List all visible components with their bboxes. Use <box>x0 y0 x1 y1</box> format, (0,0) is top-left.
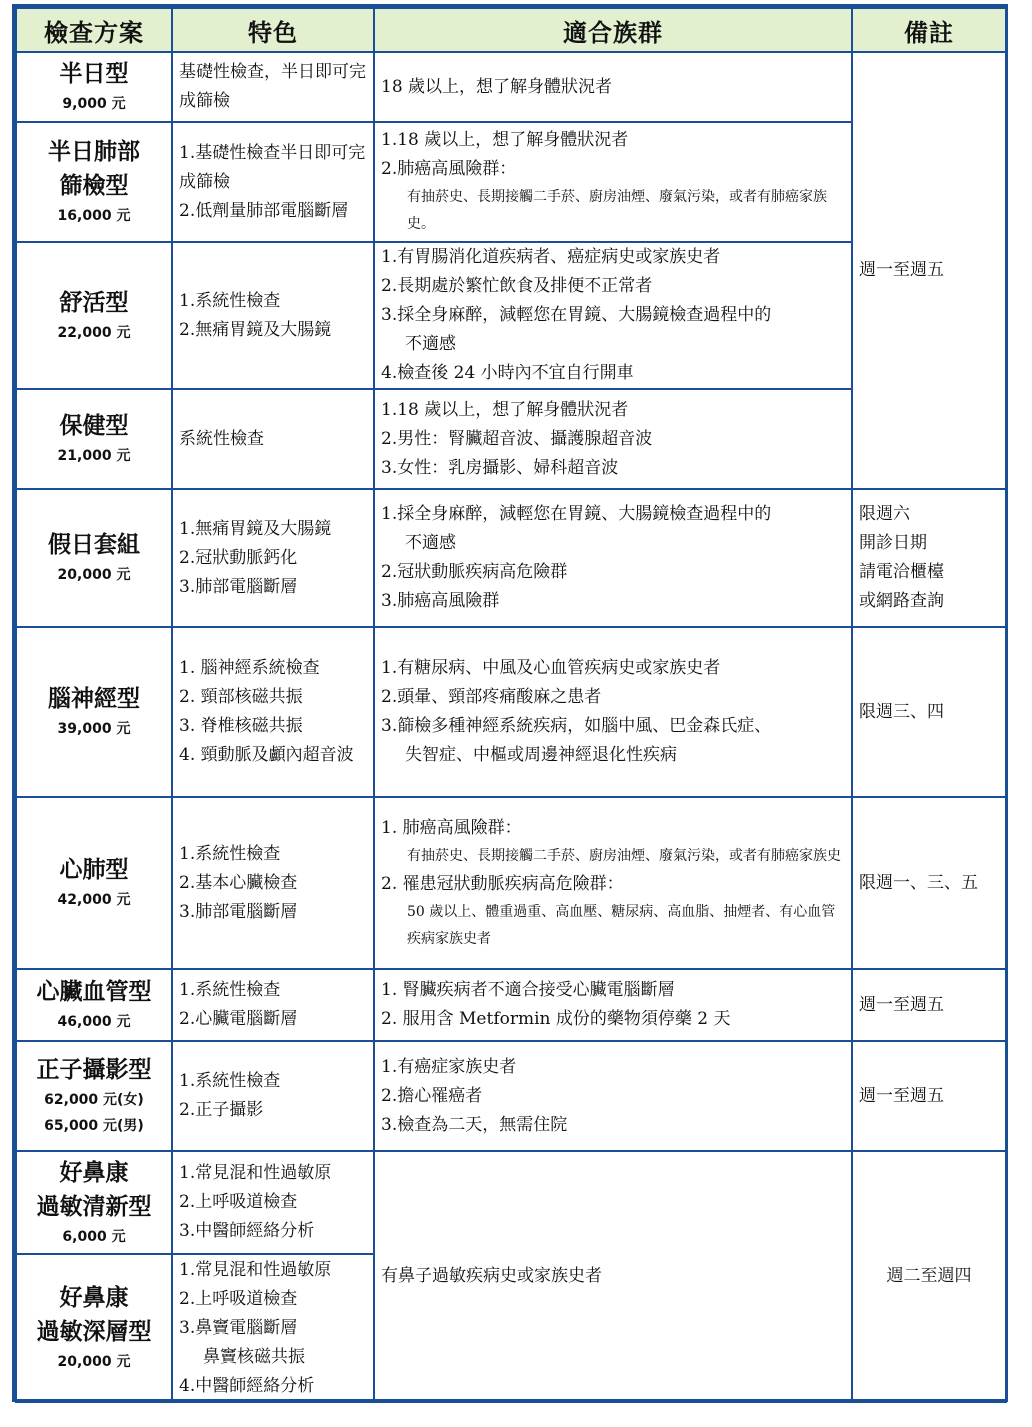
header-features: 特色 <box>172 8 374 52</box>
features-cell <box>172 1254 374 1402</box>
feature-item: 1.常見混和性過敏原 <box>179 1163 332 1183</box>
feature-item: 3.肺部電腦斷層 <box>179 576 298 597</box>
group-item: 2. 罹患冠狀動脈疾病高危險群： <box>381 873 624 894</box>
group-item: 4.檢查後 24 小時內不宜自行開車 <box>381 363 634 383</box>
feature-item: 2.無痛胃鏡及大腸鏡 <box>179 319 332 340</box>
plan-price: 6,000 元 <box>62 1228 126 1245</box>
plan-name-line: 好鼻康 <box>59 1284 129 1311</box>
features-cell <box>172 122 374 242</box>
remark-text: 開診日期 <box>859 533 927 553</box>
group-cell <box>374 627 852 797</box>
remark-text: 限週六 <box>859 504 910 524</box>
features-cell <box>172 52 374 122</box>
group-item: 1. 腎臟疾病者不適合接受心臟電腦斷層 <box>381 980 675 1000</box>
feature-item: 2.心臟電腦斷層 <box>179 1009 298 1029</box>
group-item: 失智症、中樞或周邊神經退化性疾病 <box>405 745 677 765</box>
plan-name-line: 半日肺部 <box>48 138 140 165</box>
feature-item: 1. 腦神經系統檢查 <box>179 658 320 678</box>
group-cell <box>374 1041 852 1151</box>
plan-cell <box>16 1151 172 1254</box>
group-item: 1.18 歲以上，想了解身體狀況者 <box>381 399 629 420</box>
group-item: 1.18 歲以上，想了解身體狀況者 <box>381 130 629 150</box>
feature-item: 4.中醫師經絡分析 <box>179 1375 315 1396</box>
feature-item: 1.系統性檢查 <box>179 1071 281 1091</box>
features-cell <box>172 797 374 969</box>
remark-cell <box>852 627 1006 797</box>
remark-text: 請電洽櫃檯 <box>859 562 944 582</box>
plan-name: 舒活型 <box>59 288 129 316</box>
table-row <box>16 489 1006 627</box>
features-cell <box>172 627 374 797</box>
plan-price: 42,000 元 <box>57 892 131 908</box>
group-item: 18 歲以上，想了解身體狀況者 <box>381 76 613 97</box>
feature-item: 2.正子攝影 <box>179 1100 264 1120</box>
plan-cell <box>16 242 172 389</box>
plan-name: 腦神經型 <box>48 685 140 712</box>
plan-name-line: 過敏深層型 <box>36 1318 152 1345</box>
feature-item: 2. 頸部核磁共振 <box>179 687 303 707</box>
group-item: 3.篩檢多種神經系統疾病，如腦中風、巴金森氏症、 <box>381 716 772 736</box>
group-cell <box>374 489 852 627</box>
remark-cell <box>852 52 1006 489</box>
group-item: 2.長期處於繁忙飲食及排便不正常者 <box>381 276 653 296</box>
plan-cell <box>16 389 172 489</box>
group-cell <box>374 242 852 389</box>
remark-text: 限週三、四 <box>859 701 944 722</box>
group-cell <box>374 122 852 242</box>
group-item: 2.肺癌高風險群： <box>381 159 517 179</box>
group-item: 2.頭暈、頸部疼痛酸麻之患者 <box>381 687 602 707</box>
plan-name-line: 好鼻康 <box>59 1158 129 1186</box>
plan-price: 20,000 元 <box>57 567 131 583</box>
remark-cell <box>852 797 1006 969</box>
feature-item: 1.系統性檢查 <box>179 980 281 1000</box>
plan-price: 65,000 元(男) <box>44 1118 144 1134</box>
feature-item: 1.常見混和性過敏原 <box>179 1259 332 1280</box>
plan-cell <box>16 1041 172 1151</box>
plan-cell <box>16 1254 172 1402</box>
group-item: 1. 肺癌高風險群： <box>381 817 522 838</box>
features-cell <box>172 969 374 1041</box>
group-item: 不適感 <box>405 533 456 553</box>
group-cell <box>374 797 852 969</box>
header-plan: 檢查方案 <box>16 8 172 52</box>
remark-text: 週一至週五 <box>859 260 944 280</box>
group-cell <box>374 389 852 489</box>
features-cell <box>172 1041 374 1151</box>
plan-cell <box>16 797 172 969</box>
remark-text: 限週一、三、五 <box>859 872 978 893</box>
feature-item: 2.上呼吸道檢查 <box>179 1192 298 1212</box>
feature-item: 系統性檢查 <box>179 428 264 449</box>
remark-text: 週二至週四 <box>886 1266 972 1286</box>
feature-item: 4. 頸動脈及顱內超音波 <box>179 745 354 765</box>
table-row <box>16 797 1006 969</box>
remark-text: 週一至週五 <box>859 994 944 1015</box>
remark-cell <box>852 1151 1006 1402</box>
plan-cell <box>16 122 172 242</box>
feature-item: 1.基礎性檢查半日即可完成篩檢 <box>179 142 366 192</box>
plan-price: 16,000 元 <box>57 208 131 224</box>
group-item: 1.有癌症家族史者 <box>381 1056 517 1077</box>
table-row <box>16 627 1006 797</box>
table-row <box>16 52 1006 122</box>
feature-item: 基礎性檢查，半日即可完成篩檢 <box>179 62 366 111</box>
feature-item: 2.冠狀動脈鈣化 <box>179 547 298 568</box>
plan-cell <box>16 627 172 797</box>
feature-item: 2.上呼吸道檢查 <box>179 1288 298 1309</box>
plan-name: 保健型 <box>59 412 129 439</box>
table-row <box>16 1041 1006 1151</box>
remark-text: 週一至週五 <box>859 1085 944 1106</box>
table-row <box>16 969 1006 1041</box>
plan-price: 21,000 元 <box>57 448 131 464</box>
group-item: 2.冠狀動脈疾病高危險群 <box>381 562 568 582</box>
features-cell <box>172 242 374 389</box>
features-cell <box>172 389 374 489</box>
group-sub-item: 有抽菸史、長期接觸二手菸、廚房油煙、廢氣污染，或者有肺癌家族史 <box>407 847 841 864</box>
plan-name: 假日套組 <box>48 531 140 558</box>
remark-cell <box>852 1041 1006 1151</box>
plan-price: 46,000 元 <box>57 1014 131 1030</box>
feature-item: 1.無痛胃鏡及大腸鏡 <box>179 518 332 539</box>
feature-item: 2.低劑量肺部電腦斷層 <box>179 200 349 221</box>
group-item: 3.女性：乳房攝影、婦科超音波 <box>381 457 619 478</box>
group-sub-item: 50 歲以上、體重過重、高血壓、糖尿病、高血脂、抽煙者、有心血管疾病家族史者 <box>407 903 836 947</box>
feature-item: 鼻竇核磁共振 <box>203 1346 305 1367</box>
plan-cell <box>16 52 172 122</box>
plan-cell <box>16 969 172 1041</box>
group-item: 1.有胃腸消化道疾病者、癌症病史或家族史者 <box>381 247 721 267</box>
header-remarks: 備註 <box>852 8 1006 52</box>
feature-item: 3. 脊椎核磁共振 <box>179 716 303 736</box>
group-item: 有鼻子過敏疾病史或家族史者 <box>381 1266 602 1286</box>
table-row <box>16 1151 1006 1254</box>
feature-item: 1.系統性檢查 <box>179 843 281 864</box>
checkup-plan-table <box>15 7 1007 1403</box>
feature-item: 1.系統性檢查 <box>179 290 281 311</box>
group-cell <box>374 969 852 1041</box>
plan-cell <box>16 489 172 627</box>
remark-cell <box>852 969 1006 1041</box>
plan-name: 半日型 <box>59 60 129 87</box>
group-item: 3.採全身麻醉，減輕您在胃鏡、大腸鏡檢查過程中的 <box>381 305 772 325</box>
group-cell <box>374 1151 852 1402</box>
plan-name: 心肺型 <box>59 856 129 883</box>
feature-item: 3.鼻竇電腦斷層 <box>179 1317 298 1338</box>
group-item: 1.採全身麻醉，減輕您在胃鏡、大腸鏡檢查過程中的 <box>381 504 772 524</box>
group-item: 2.擔心罹癌者 <box>381 1085 483 1106</box>
group-item: 3.肺癌高風險群 <box>381 591 500 611</box>
plan-price: 20,000 元 <box>57 1354 131 1370</box>
plan-price: 9,000 元 <box>62 96 126 112</box>
features-cell <box>172 1151 374 1254</box>
group-item: 2. 服用含 Metformin 成份的藥物須停藥 2 天 <box>381 1009 731 1029</box>
feature-item: 3.肺部電腦斷層 <box>179 901 298 922</box>
plan-name-line: 篩檢型 <box>59 172 129 199</box>
feature-item: 3.中醫師經絡分析 <box>179 1221 315 1241</box>
group-item: 2.男性：腎臟超音波、攝護腺超音波 <box>381 428 653 449</box>
features-cell <box>172 489 374 627</box>
feature-item: 2.基本心臟檢查 <box>179 872 298 893</box>
plan-price: 39,000 元 <box>57 721 131 737</box>
remark-text: 或網路查詢 <box>859 591 944 611</box>
plan-price: 62,000 元(女) <box>44 1092 144 1108</box>
header-target-group: 適合族群 <box>374 8 852 52</box>
group-item: 3.檢查為二天，無需住院 <box>381 1114 568 1135</box>
remark-cell <box>852 489 1006 627</box>
table-header-row <box>16 8 1006 52</box>
group-sub-item: 有抽菸史、長期接觸二手菸、廚房油煙、廢氣污染，或者有肺癌家族史。 <box>407 189 827 232</box>
group-cell <box>374 52 852 122</box>
plan-name: 心臟血管型 <box>36 978 152 1005</box>
group-item: 1.有糖尿病、中風及心血管疾病史或家族史者 <box>381 658 721 678</box>
plan-name-line: 過敏清新型 <box>36 1192 152 1220</box>
group-item: 不適感 <box>405 334 456 354</box>
plan-name: 正子攝影型 <box>36 1056 152 1083</box>
plan-price: 22,000 元 <box>57 324 131 341</box>
